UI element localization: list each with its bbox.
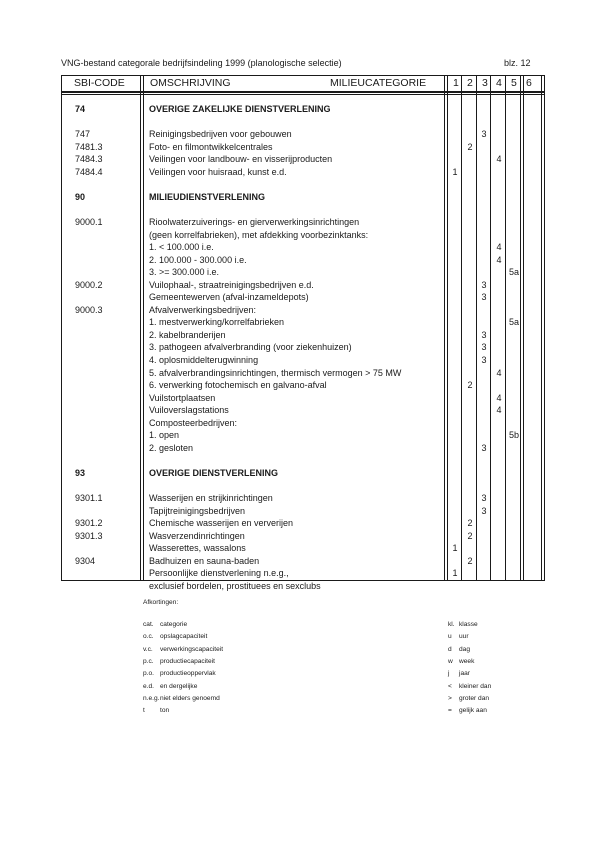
description: 1. mestverwerking/korrelfabrieken [149,317,285,328]
milieu-category-value: 4 [496,154,502,165]
description: 6. verwerking fotochemisch en galvano-afval [149,380,327,391]
abbreviation-term: d [448,645,452,653]
column-divider [461,75,462,581]
description: 3. >= 300.000 i.e. [149,267,220,278]
description: Reinigingsbedrijven voor gebouwen [149,129,292,140]
section-heading: MILIEUDIENSTVERLENING [149,191,266,202]
description: Tapijtreinigingsbedrijven [149,505,246,516]
abbreviation-term: e.d. [143,682,154,690]
milieu-category-value: 1 [452,166,458,177]
description: Vuilophaal-, straatreinigingsbedrijven e.d. [149,279,314,290]
milieu-category-value: 2 [467,380,473,391]
milieu-category-value: 3 [481,355,487,365]
abbreviation-term: v.c. [143,645,153,653]
sbi-code: 9304 [75,555,96,566]
sbi-code: 93 [75,467,86,478]
description: 1. open [149,430,180,441]
milieu-category-value: 5a [508,267,519,278]
milieu-category-value: 4 [496,392,502,403]
description: 2. gesloten [149,442,194,453]
description: Wasserijen en strijkinrichtingen [149,493,273,504]
section-heading: OVERIGE DIENSTVERLENING [149,467,279,478]
abbreviation-meaning: en dergelijke [160,682,198,690]
category-header-1: 1 [453,77,459,89]
milieu-category-value: 4 [496,367,502,378]
abbreviation-term: n.e.g. [143,694,160,702]
abbreviation-term: p.c. [143,657,154,665]
sbi-code: 9000.3 [75,304,103,315]
sbi-code: 90 [75,191,86,202]
abbreviation-meaning: groter dan [459,694,490,702]
milieu-category-value: 1 [452,568,458,579]
milieu-category-value: 3 [481,279,487,290]
milieu-category-value: 5a [508,317,519,328]
abbreviation-term: = [448,707,452,715]
description: 4. oplosmiddelterugwinning [149,355,259,365]
document-title: VNG-bestand categorale bedrijfsindeling 1999 (planologische selectie) [61,58,342,68]
sbi-code: 9301.2 [75,518,103,529]
abbreviation-meaning: verwerkingscapaciteit [160,645,224,653]
abbreviation-meaning: opslagcapaciteit [160,633,208,641]
milieu-category-value: 2 [467,530,473,541]
column-divider [447,75,448,581]
sbi-code: 747 [75,129,91,140]
page-number: blz. 12 [504,58,531,68]
milieu-category-value: 2 [467,518,473,529]
column-header-milieucategorie: MILIEUCATEGORIE [330,77,427,89]
description: 5. afvalverbrandingsinrichtingen, thermisch vermogen > 75 MW [149,367,402,378]
milieu-category-value: 1 [452,543,458,554]
abbreviation-term: u [448,633,452,641]
abbreviation-term: p.o. [143,670,154,678]
milieu-category-value: 3 [481,442,487,453]
category-header-4: 4 [496,77,502,89]
sbi-code: 7484.3 [75,154,103,165]
column-header-omschrijving: OMSCHRIJVING [150,77,231,89]
category-header-2: 2 [467,77,473,89]
column-divider [143,75,144,581]
abbreviations-title: Afkortingen: [143,599,179,606]
column-divider [140,75,141,581]
description: Foto- en filmontwikkelcentrales [149,141,273,152]
milieu-category-value: 2 [467,555,473,566]
description: Rioolwaterzuiverings- en gierverwerkingsinrichtingen [149,216,360,227]
description: exclusief bordelen, prostituees en sexclubs [149,580,321,591]
abbreviation-meaning: niet elders genoemd [160,694,220,702]
milieu-category-value: 3 [481,292,487,303]
abbreviation-term: w [448,657,453,665]
abbreviation-term: < [448,682,452,690]
section-heading: OVERIGE ZAKELIJKE DIENSTVERLENING [149,104,331,114]
milieu-category-value: 4 [496,405,502,416]
milieu-category-value: 3 [481,505,487,516]
milieu-category-value: 3 [481,329,487,340]
abbreviation-meaning: kleiner dan [459,682,492,690]
description: Vuilstortplaatsen [149,392,216,403]
milieu-category-value: 5b [508,430,519,441]
milieu-category-value: 3 [481,129,487,140]
abbreviation-meaning: ton [160,707,170,715]
abbreviation-term: t [143,707,145,715]
sbi-code: 7481.3 [75,141,103,152]
abbreviation-meaning: klasse [459,621,478,628]
abbreviation-term: kl. [448,621,455,628]
milieu-category-value: 2 [467,141,473,152]
abbreviation-meaning: gelijk aan [459,707,487,715]
column-divider [505,75,506,581]
description: (geen korrelfabrieken), met afdekking voorbezinktanks: [149,229,369,240]
description: Chemische wasserijen en ververijen [149,518,294,529]
abbreviation-meaning: dag [459,645,471,653]
milieu-category-value: 3 [481,342,487,353]
abbreviation-term: j [448,670,450,678]
description: 1. < 100.000 i.e. [149,242,214,253]
abbreviation-term: cat. [143,621,154,628]
category-header-3: 3 [482,77,488,89]
abbreviation-meaning: productiecapaciteit [160,657,215,665]
description: Afvalverwerkingsbedrijven: [149,304,257,315]
description: Wasverzendinrichtingen [149,530,245,541]
sbi-code: 9000.2 [75,279,103,290]
sbi-code: 74 [75,104,86,114]
description: Composteerbedrijven: [149,417,238,428]
description: Badhuizen en sauna-baden [149,555,260,566]
description: 2. 100.000 - 300.000 i.e. [149,254,247,265]
header-underline [61,94,545,95]
abbreviation-term: o.c. [143,633,154,641]
abbreviation-meaning: productieoppervlak [160,670,216,678]
description: Veilingen voor huisraad, kunst e.d. [149,166,287,177]
category-header-6: 6 [526,77,532,89]
category-header-5: 5 [511,77,517,89]
description: Veilingen voor landbouw- en visserijproducten [149,154,333,165]
milieu-category-value: 4 [496,254,502,265]
abbreviation-term: > [448,694,452,702]
column-header-sbi-code: SBI-CODE [74,77,125,89]
abbreviation-meaning: uur [459,633,469,641]
description: Persoonlijke dienstverlening n.e.g., [149,568,289,579]
abbreviation-meaning: categorie [160,621,188,628]
description: 2. kabelbranderijen [149,329,226,340]
sbi-code: 9301.1 [75,493,103,504]
milieu-category-value: 4 [496,242,502,253]
column-divider [541,75,542,581]
description: Vuiloverslagstations [149,405,229,416]
column-divider [523,75,524,581]
description: Wasserettes, wassalons [149,543,246,554]
abbreviation-meaning: week [459,657,475,665]
abbreviation-meaning: jaar [459,670,470,678]
description: 3. pathogeen afvalverbranding (voor ziekenhuizen) [149,342,352,353]
description: Gemeentewerven (afval-inzameldepots) [149,292,309,303]
table-body-box [61,92,545,581]
sbi-code: 7484.4 [75,166,103,177]
column-divider [444,75,445,581]
sbi-code: 9301.3 [75,530,103,541]
milieu-category-value: 3 [481,493,487,504]
sbi-code: 9000.1 [75,216,103,227]
